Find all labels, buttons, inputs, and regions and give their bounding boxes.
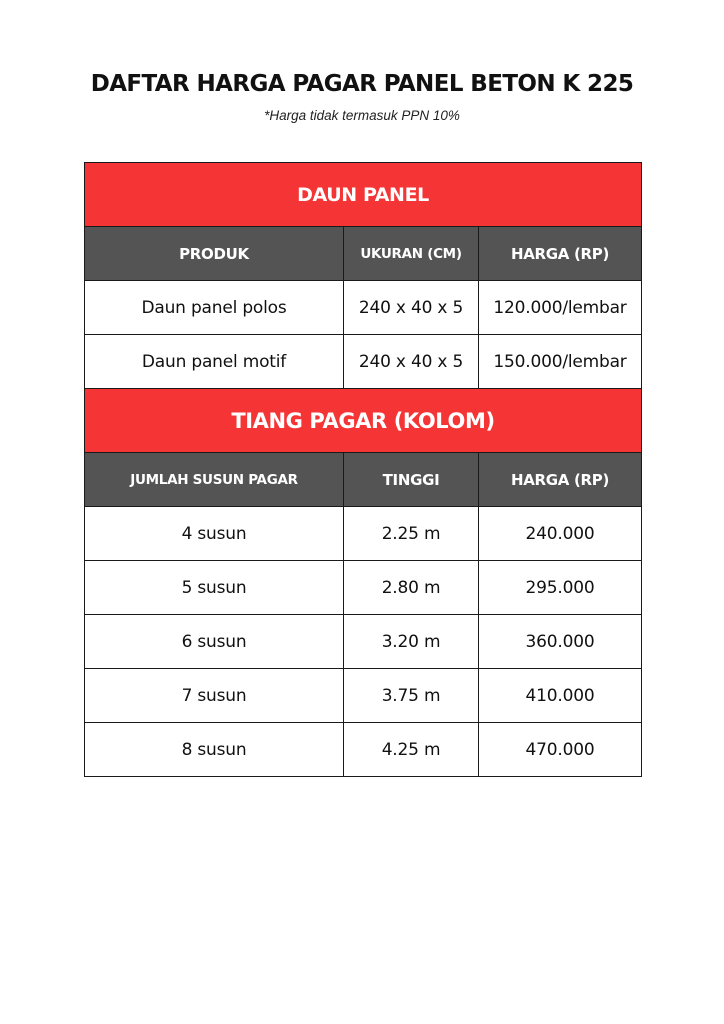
column-header-row: [85, 453, 642, 507]
table-cell: 4 susun: [85, 507, 344, 561]
table-cell: 295.000: [479, 561, 642, 615]
table-row: [85, 281, 642, 335]
table-cell: 3.20 m: [344, 615, 479, 669]
table-row: [85, 335, 642, 389]
table-cell: 7 susun: [85, 669, 344, 723]
section-header-daun-panel: [85, 163, 642, 227]
column-header: TINGGI: [344, 453, 479, 507]
table-cell: 5 susun: [85, 561, 344, 615]
section-title: TIANG PAGAR (KOLOM): [85, 389, 642, 453]
column-header: JUMLAH SUSUN PAGAR: [85, 453, 344, 507]
section-header-tiang-pagar: [85, 389, 642, 453]
table-row: [85, 615, 642, 669]
table-cell: Daun panel motif: [85, 335, 344, 389]
table-row: [85, 507, 642, 561]
table-cell: 470.000: [479, 723, 642, 777]
column-header: HARGA (RP): [479, 453, 642, 507]
table-cell: 240 x 40 x 5: [344, 281, 479, 335]
table-cell: 2.25 m: [344, 507, 479, 561]
page-title: DAFTAR HARGA PAGAR PANEL BETON K 225: [90, 71, 634, 97]
table-row: [85, 561, 642, 615]
page-subtitle: *Harga tidak termasuk PPN 10%: [264, 108, 460, 123]
column-header: UKURAN (CM): [344, 227, 479, 281]
table-cell: 2.80 m: [344, 561, 479, 615]
table-cell: 120.000/lembar: [479, 281, 642, 335]
column-header-row: [85, 227, 642, 281]
table-cell: 6 susun: [85, 615, 344, 669]
table-cell: 4.25 m: [344, 723, 479, 777]
table-cell: 360.000: [479, 615, 642, 669]
table-row: [85, 723, 642, 777]
table-cell: 150.000/lembar: [479, 335, 642, 389]
table-cell: Daun panel polos: [85, 281, 344, 335]
table-cell: 3.75 m: [344, 669, 479, 723]
table-row: [85, 669, 642, 723]
column-header: PRODUK: [85, 227, 344, 281]
table-cell: 8 susun: [85, 723, 344, 777]
column-header: HARGA (RP): [479, 227, 642, 281]
table-cell: 240.000: [479, 507, 642, 561]
table-cell: 410.000: [479, 669, 642, 723]
price-table: [84, 162, 642, 777]
section-title: DAUN PANEL: [85, 163, 642, 227]
table-cell: 240 x 40 x 5: [344, 335, 479, 389]
